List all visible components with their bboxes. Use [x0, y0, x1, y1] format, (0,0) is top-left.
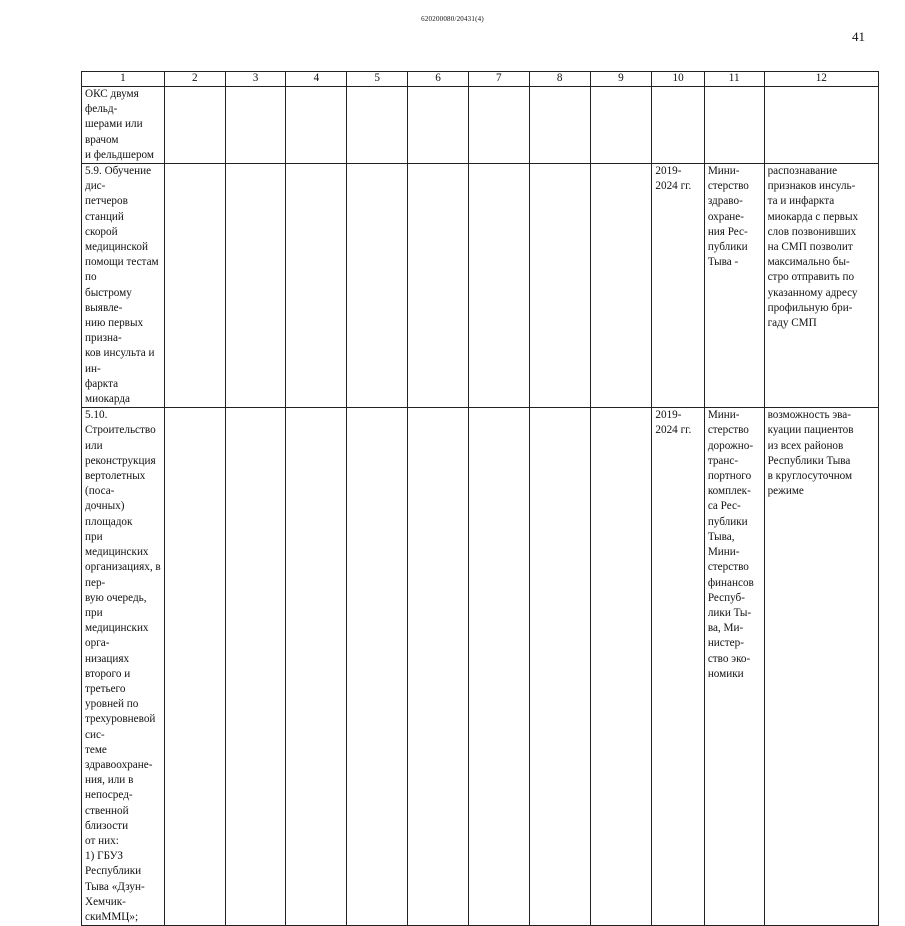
empty-cell [529, 408, 590, 926]
empty-cell [408, 87, 469, 164]
column-header: 10 [652, 72, 704, 87]
empty-cell [590, 87, 652, 164]
empty-cell [408, 164, 469, 408]
empty-cell [468, 164, 529, 408]
empty-cell [408, 408, 469, 926]
column-header: 9 [590, 72, 652, 87]
document-code: 620200080/20431(4) [421, 15, 484, 23]
table-row [82, 87, 879, 164]
period-cell: 2019- 2024 гг. [652, 164, 704, 408]
responsible-cell: Мини- стерство здраво- охране- ния Рес- публики Тыва - [704, 164, 764, 408]
measure-cell: 5.9. Обучение дис- петчеров станций скорой медицинской помощи тестам по быстрому выявле- нию первых призна- ков инсульта и ин- фаркта миокарда [82, 164, 165, 408]
result-cell: возможность эва- куации пациентов из всех районов Республики Тыва в круглосуточном режиме [764, 408, 878, 926]
empty-cell [164, 164, 225, 408]
empty-cell [347, 164, 408, 408]
empty-cell [347, 87, 408, 164]
empty-cell [347, 408, 408, 926]
column-header: 5 [347, 72, 408, 87]
result-cell [764, 87, 878, 164]
empty-cell [164, 408, 225, 926]
empty-cell [529, 164, 590, 408]
measure-cell: 5.10. Строительство или реконструкция вертолетных (поса- дочных) площадок при медицинских организациях, в пер- вую очередь, при медицинских орга- низациях второго и третьего уровней по трехуровневой сис- теме здравоохране- ния, или в непосред- ственной близости от них: 1) ГБУЗ Республики Тыва «Дзун-Хемчик- скиМMЦ»; [82, 408, 165, 926]
table-row [82, 164, 879, 408]
column-number-row [82, 72, 879, 87]
column-header: 2 [164, 72, 225, 87]
column-header: 8 [529, 72, 590, 87]
column-header: 3 [225, 72, 286, 87]
column-header: 6 [408, 72, 469, 87]
period-cell [652, 87, 704, 164]
empty-cell [225, 87, 286, 164]
page-number: 41 [852, 29, 865, 44]
program-table [81, 71, 879, 926]
empty-cell [468, 408, 529, 926]
empty-cell [590, 164, 652, 408]
responsible-cell: Мини- стерство дорожно- транс- портного комплек- са Рес- публики Тыва, Мини- стерство финансов Респуб- лики Ты- ва, Ми- нистер- ство эко- номики [704, 408, 764, 926]
empty-cell [225, 408, 286, 926]
empty-cell [286, 87, 347, 164]
column-header: 4 [286, 72, 347, 87]
column-header: 7 [468, 72, 529, 87]
empty-cell [590, 408, 652, 926]
table-row [82, 408, 879, 926]
empty-cell [164, 87, 225, 164]
empty-cell [468, 87, 529, 164]
empty-cell [286, 408, 347, 926]
empty-cell [225, 164, 286, 408]
period-cell: 2019- 2024 гг. [652, 408, 704, 926]
measure-cell: ОКС двумя фельд- шерами или врачом и фельдшером [82, 87, 165, 164]
empty-cell [529, 87, 590, 164]
column-header: 12 [764, 72, 878, 87]
responsible-cell [704, 87, 764, 164]
column-header: 11 [704, 72, 764, 87]
result-cell: распознавание признаков инсуль- та и инфаркта миокарда с первых слов позвонивших на СМП позволит максимально бы- стро отправить по указанному адресу профильную бри- гаду СМП [764, 164, 878, 408]
column-header: 1 [82, 72, 165, 87]
empty-cell [286, 164, 347, 408]
